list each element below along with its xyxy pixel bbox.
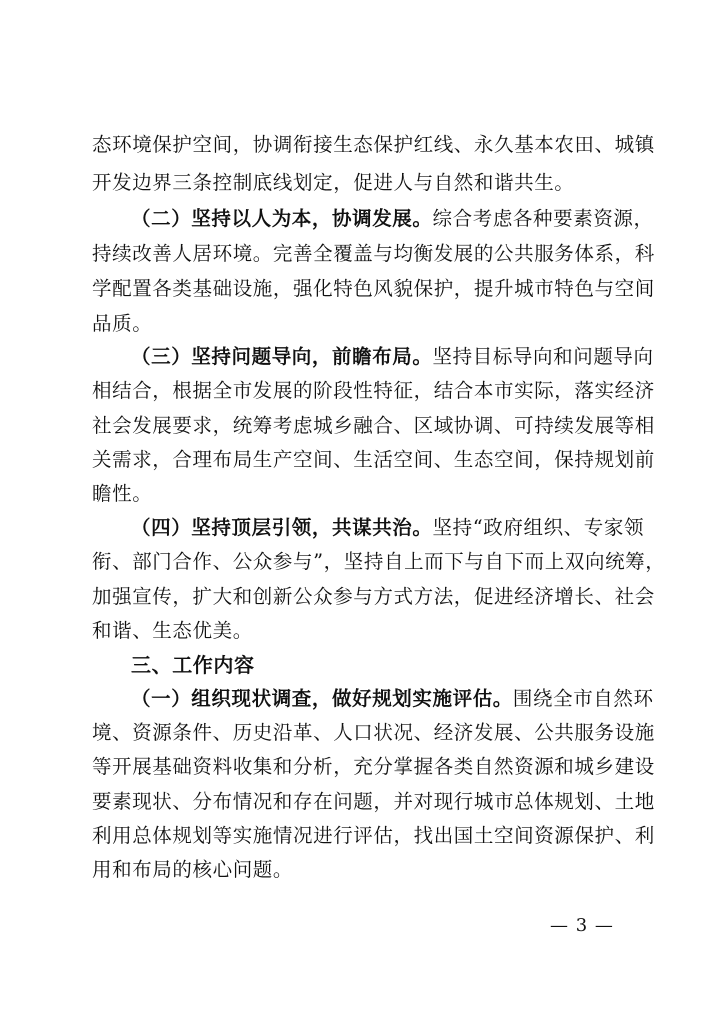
page-number: — 3 —: [550, 915, 614, 936]
paragraph-line: 加强宣传，扩大和创新公众参与方式方法，促进经济增长、社会: [92, 585, 655, 608]
paragraph-heading: （一）组织现状调查，做好规划实施评估。: [131, 687, 513, 710]
section-heading: 三、工作内容: [131, 653, 255, 677]
paragraph-line: 衔、部门合作、公众参与”，坚持自上而下与自下而上双向统筹，: [92, 550, 666, 573]
paragraph-line: 品质。: [92, 312, 153, 335]
paragraph-heading: （四）坚持顶层引领，共谋共治。: [131, 516, 433, 539]
paragraph-heading: （三）坚持问题导向，前瞻布局。: [131, 345, 433, 368]
paragraph-text: 围绕全市自然环: [512, 687, 654, 710]
paragraph-line: 用和布局的核心问题。: [92, 858, 294, 881]
paragraph-line: 关需求，合理布局生产空间、生活空间、生态空间，保持规划前: [92, 448, 655, 471]
paragraph-line: 持续改善人居环境。完善全覆盖与均衡发展的公共服务体系，科: [92, 242, 655, 265]
paragraph-first-line: [131, 202, 691, 236]
paragraph-line: 社会发展要求，统筹考虑城乡融合、区域协调、可持续发展等相: [92, 414, 655, 437]
paragraph-first-line: [131, 340, 691, 374]
paragraph-first-line: [131, 682, 691, 716]
paragraph-line: 开发边界三条控制底线划定，促进人与自然和谐共生。: [92, 171, 575, 194]
paragraph-line: 境、资源条件、历史沿革、人口状况、经济发展、公共服务设施: [92, 721, 655, 744]
paragraph-text: 综合考虑各种要素资源，: [432, 207, 654, 230]
paragraph-first-line: [131, 511, 691, 545]
paragraph-line: 利用总体规划等实施情况进行评估，找出国土空间资源保护、利: [92, 824, 655, 847]
paragraph-line: 瞻性。: [92, 482, 153, 505]
paragraph-line: 要素现状、分布情况和存在问题，并对现行城市总体规划、土地: [92, 790, 655, 813]
paragraph-line: 学配置各类基础设施，强化特色风貌保护，提升城市特色与空间: [92, 277, 655, 300]
paragraph-line: 态环境保护空间，协调衔接生态保护红线、永久基本农田、城镇: [92, 133, 655, 156]
paragraph-text: 坚持目标导向和问题导向: [432, 345, 654, 368]
paragraph-line: 相结合，根据全市发展的阶段性特征，结合本市实际，落实经济: [92, 379, 655, 402]
paragraph-line: 等开展基础资料收集和分析，充分掌握各类自然资源和城乡建设: [92, 755, 655, 778]
paragraph-line: 和谐、生态优美。: [92, 619, 253, 642]
paragraph-text: 坚持“政府组织、专家领: [432, 516, 645, 539]
paragraph-heading: （二）坚持以人为本，协调发展。: [131, 207, 433, 230]
